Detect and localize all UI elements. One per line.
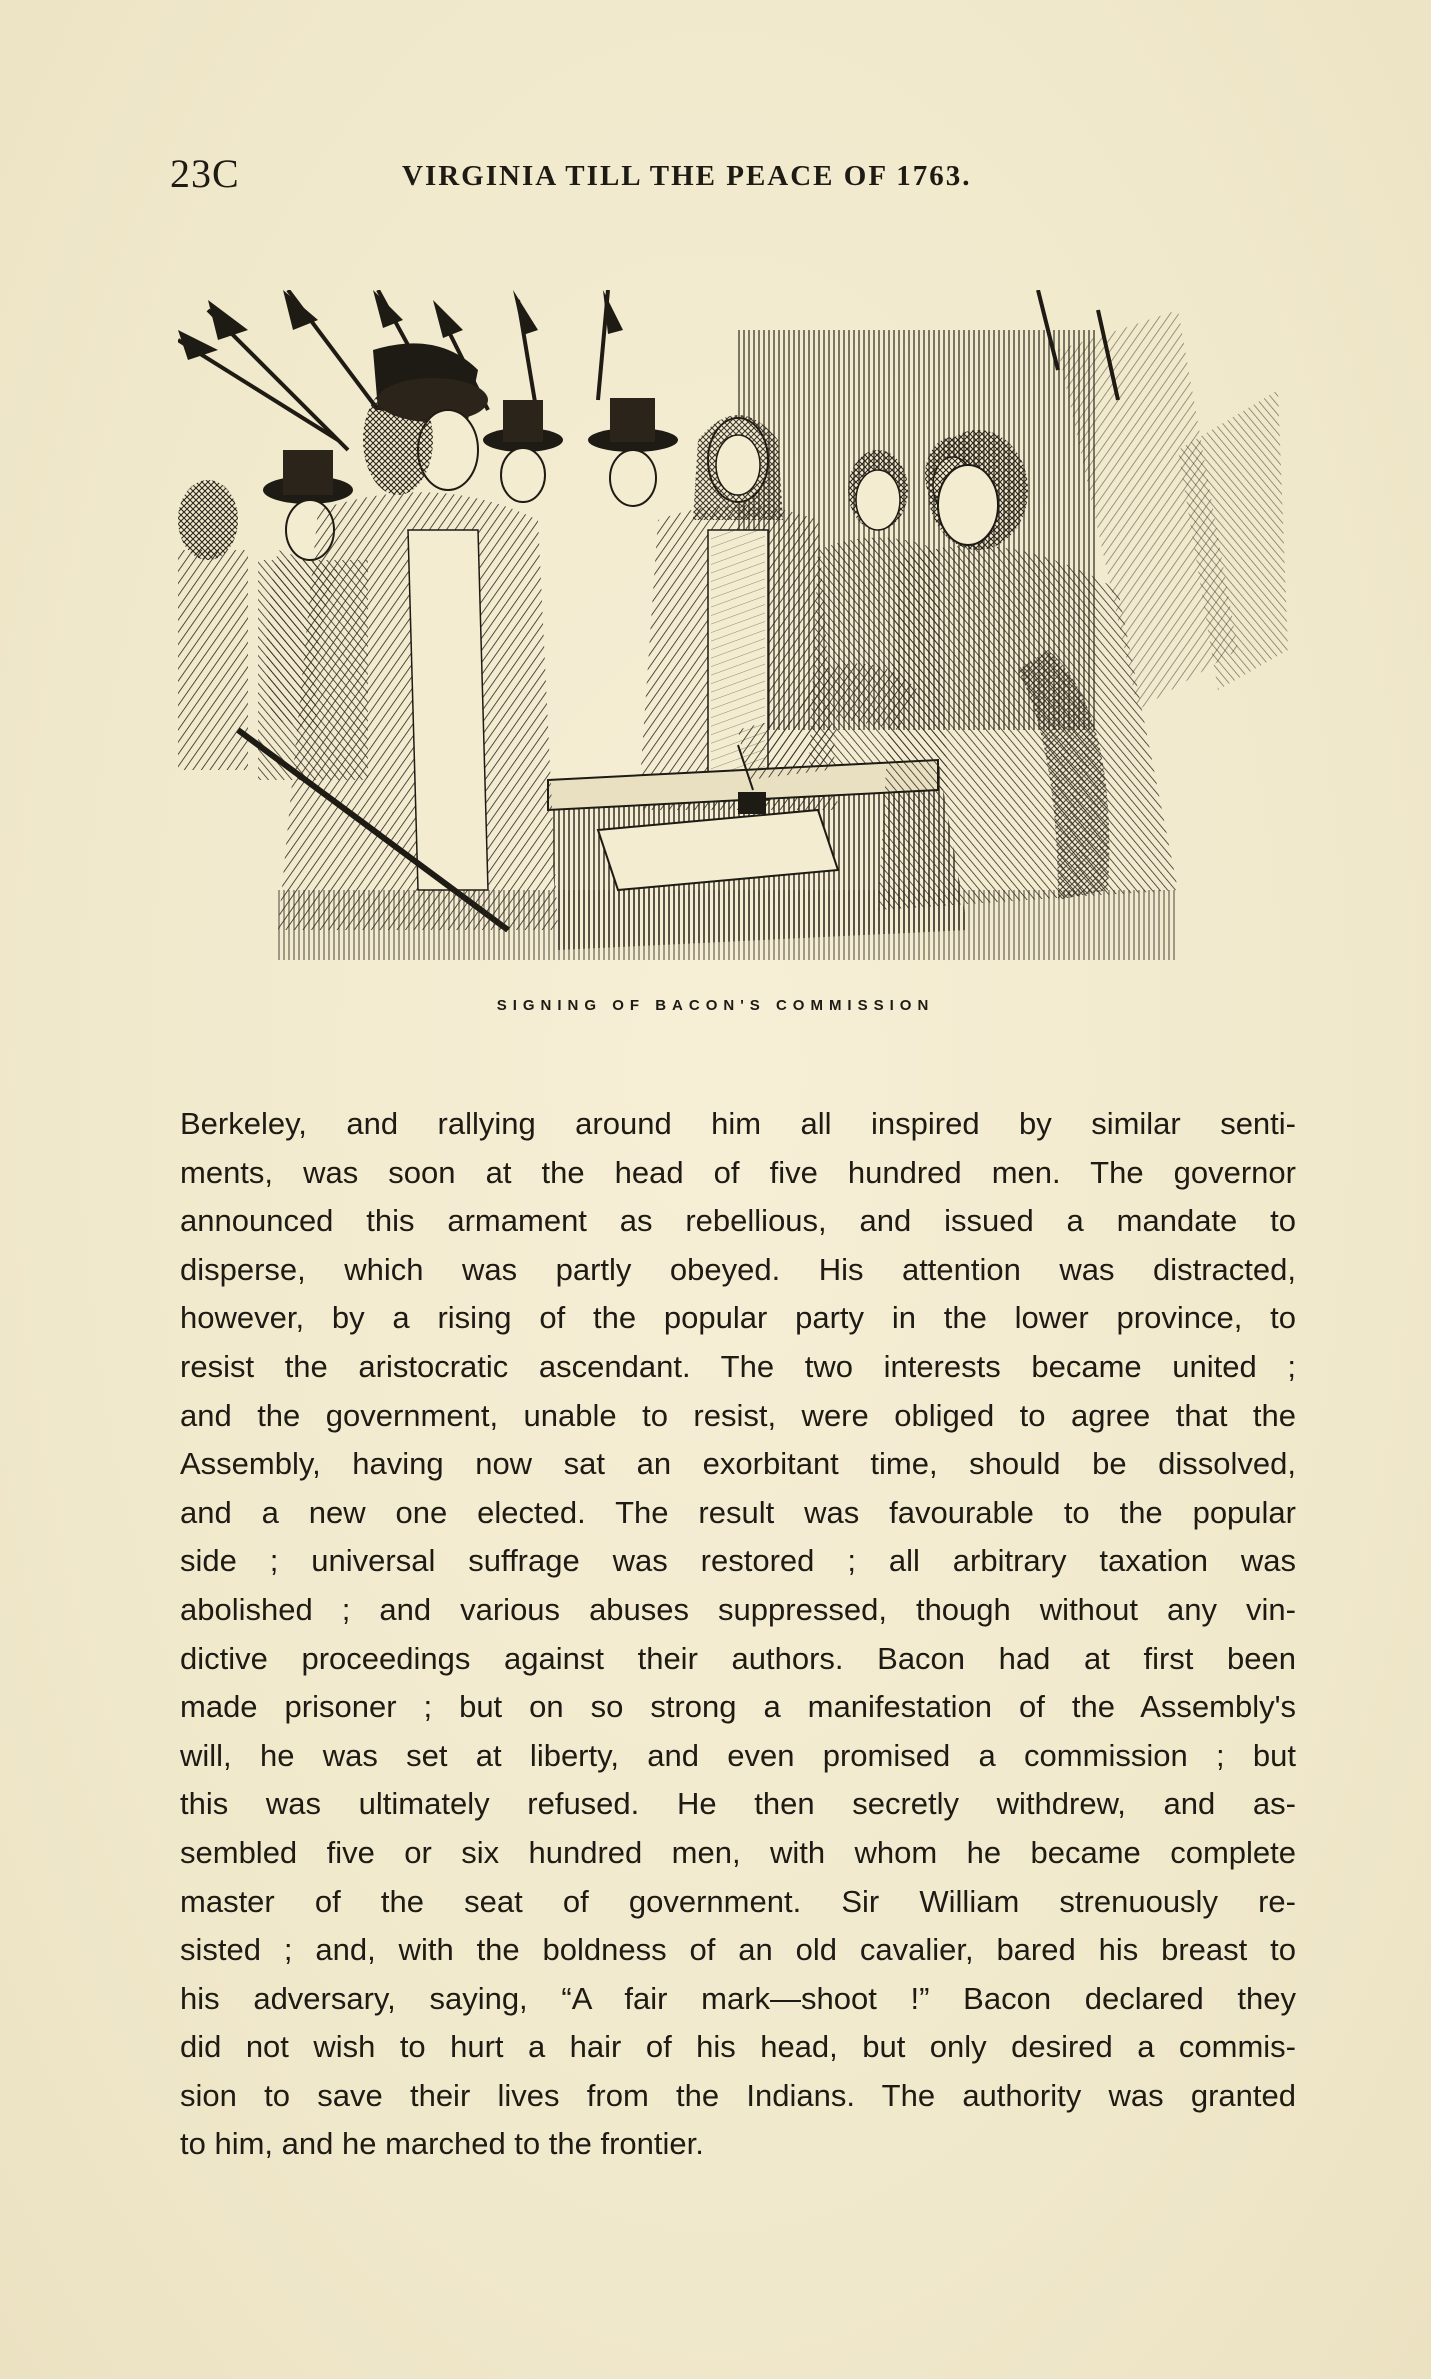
text-line: and the government, unable to resist, were obliged to agree that the: [180, 1397, 1296, 1433]
body-paragraph: [180, 1100, 1296, 2169]
engraving-svg: [178, 290, 1298, 970]
page-header: [170, 150, 1270, 200]
text-line: this was ultimately refused. He then secretly withdrew, and as-: [180, 1786, 1296, 1822]
text-line: did not wish to hurt a hair of his head, but only desired a commis-: [180, 2029, 1296, 2065]
floor-shading: [278, 890, 1178, 960]
text-line: master of the seat of government. Sir William strenuously re-: [180, 1883, 1296, 1919]
illustration-caption: SIGNING OF BACON'S COMMISSION: [496, 997, 935, 1014]
engraving-illustration: [178, 290, 1298, 970]
text-line: however, by a rising of the popular party in the lower province, to: [180, 1300, 1296, 1336]
page-number: 23C: [170, 151, 240, 196]
text-line: and a new one elected. The result was favourable to the popular: [180, 1494, 1296, 1530]
text-line: disperse, which was partly obeyed. His attention was distracted,: [180, 1251, 1296, 1287]
text-line: resist the aristocratic ascendant. The two interests became united ;: [180, 1348, 1296, 1384]
text-line: side ; universal suffrage was restored ; all arbitrary taxation was: [180, 1543, 1296, 1579]
text-line: made prisoner ; but on so strong a manifestation of the Assembly's: [180, 1689, 1296, 1725]
text-line: sembled five or six hundred men, with whom he became complete: [180, 1834, 1296, 1870]
text-line: ments, was soon at the head of five hundred men. The governor: [180, 1154, 1296, 1190]
text-line: dictive proceedings against their authors. Bacon had at first been: [180, 1640, 1296, 1676]
running-title: VIRGINIA TILL THE PEACE OF 1763.: [402, 160, 972, 192]
text-line: to him, and he marched to the frontier.: [180, 2126, 704, 2162]
text-line: sisted ; and, with the boldness of an old cavalier, bared his breast to: [180, 1932, 1296, 1968]
text-line: Berkeley, and rallying around him all inspired by similar senti-: [180, 1106, 1296, 1141]
text-line: sion to save their lives from the Indians. The authority was granted: [180, 2077, 1296, 2113]
text-line: Assembly, having now sat an exorbitant time, should be dissolved,: [180, 1446, 1296, 1482]
text-line: will, he was set at liberty, and even promised a commission ; but: [180, 1737, 1296, 1773]
text-line: announced this armament as rebellious, and issued a mandate to: [180, 1203, 1296, 1239]
text-line: abolished ; and various abuses suppressed, though without any vin-: [180, 1591, 1296, 1627]
text-line: his adversary, saying, “A fair mark—shoot !” Bacon declared they: [180, 1980, 1296, 2016]
